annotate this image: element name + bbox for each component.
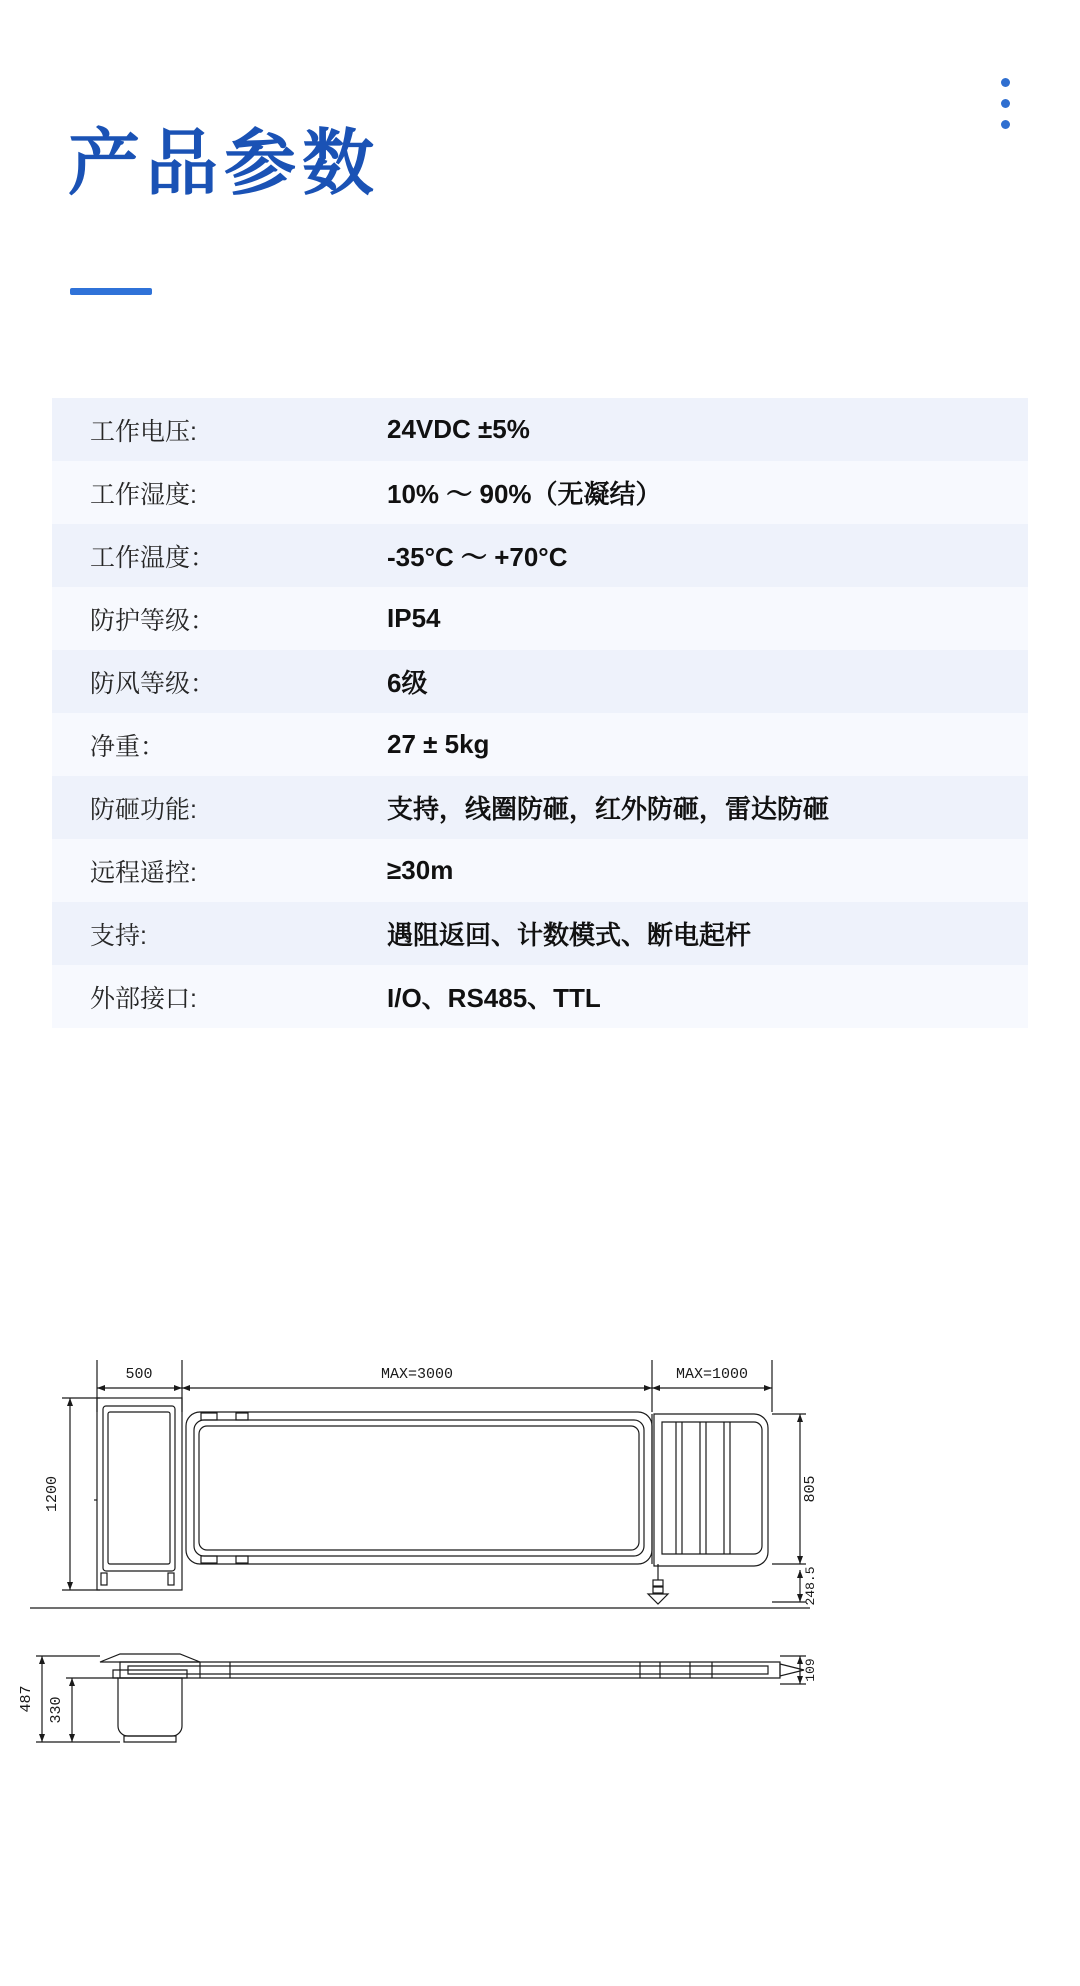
spec-label: 远程遥控: xyxy=(90,858,197,887)
spec-value: 27 ± 5kg xyxy=(387,729,490,759)
spec-value: I/O、RS485、TTL xyxy=(387,983,601,1013)
spec-value: IP54 xyxy=(387,603,441,633)
table-row xyxy=(52,398,1028,461)
spec-label: 工作湿度: xyxy=(90,480,197,509)
dim-left-height: 1200 xyxy=(44,1475,61,1513)
dim-top-right: MAX=1000 xyxy=(675,1366,749,1383)
spec-label: 防砸功能: xyxy=(90,795,197,824)
dot-icon xyxy=(1001,120,1010,129)
table-row xyxy=(52,713,1028,776)
table-row xyxy=(52,587,1028,650)
dim-right-lower: 248.5 xyxy=(803,1566,818,1606)
spec-value: 6级 xyxy=(387,668,428,698)
table-row xyxy=(52,839,1028,902)
spec-value: 支持，线圈防砸，红外防砸，雷达防砸 xyxy=(387,794,830,824)
spec-label: 净重： xyxy=(90,732,166,761)
dim-top-middle: MAX=3000 xyxy=(380,1366,454,1383)
dim-right-height: 805 xyxy=(802,1475,819,1503)
spec-value: ≥30m xyxy=(387,855,454,885)
spec-value: 10% 〜 90%（无凝结） xyxy=(387,479,662,509)
spec-label: 工作电压: xyxy=(90,417,197,446)
spec-label: 防护等级： xyxy=(90,606,216,635)
table-row xyxy=(52,650,1028,713)
dim-side-left-base: 330 xyxy=(48,1696,65,1724)
spec-value: 遇阻返回、计数模式、断电起杆 xyxy=(387,920,752,950)
dim-side-right: 109 xyxy=(803,1658,818,1682)
spec-value: 24VDC ±5% xyxy=(387,414,530,444)
spec-label: 支持: xyxy=(90,921,147,950)
page-title: 产品参数 xyxy=(68,124,381,204)
dot-icon xyxy=(1001,78,1010,87)
decorative-dots xyxy=(1001,78,1010,129)
spec-table xyxy=(52,398,1028,1028)
table-row xyxy=(52,524,1028,587)
table-row xyxy=(52,776,1028,839)
table-row xyxy=(52,965,1028,1028)
dim-side-left-total: 487 xyxy=(18,1685,35,1713)
title-underline xyxy=(70,288,152,295)
spec-label: 工作温度： xyxy=(90,543,216,572)
technical-drawing xyxy=(0,1340,1080,1980)
spec-label: 外部接口: xyxy=(90,984,197,1013)
dim-top-left: 500 xyxy=(125,1366,153,1383)
dot-icon xyxy=(1001,99,1010,108)
table-row xyxy=(52,461,1028,524)
table-row xyxy=(52,902,1028,965)
spec-value: -35°C 〜 +70°C xyxy=(387,542,568,572)
spec-label: 防风等级： xyxy=(90,669,216,698)
